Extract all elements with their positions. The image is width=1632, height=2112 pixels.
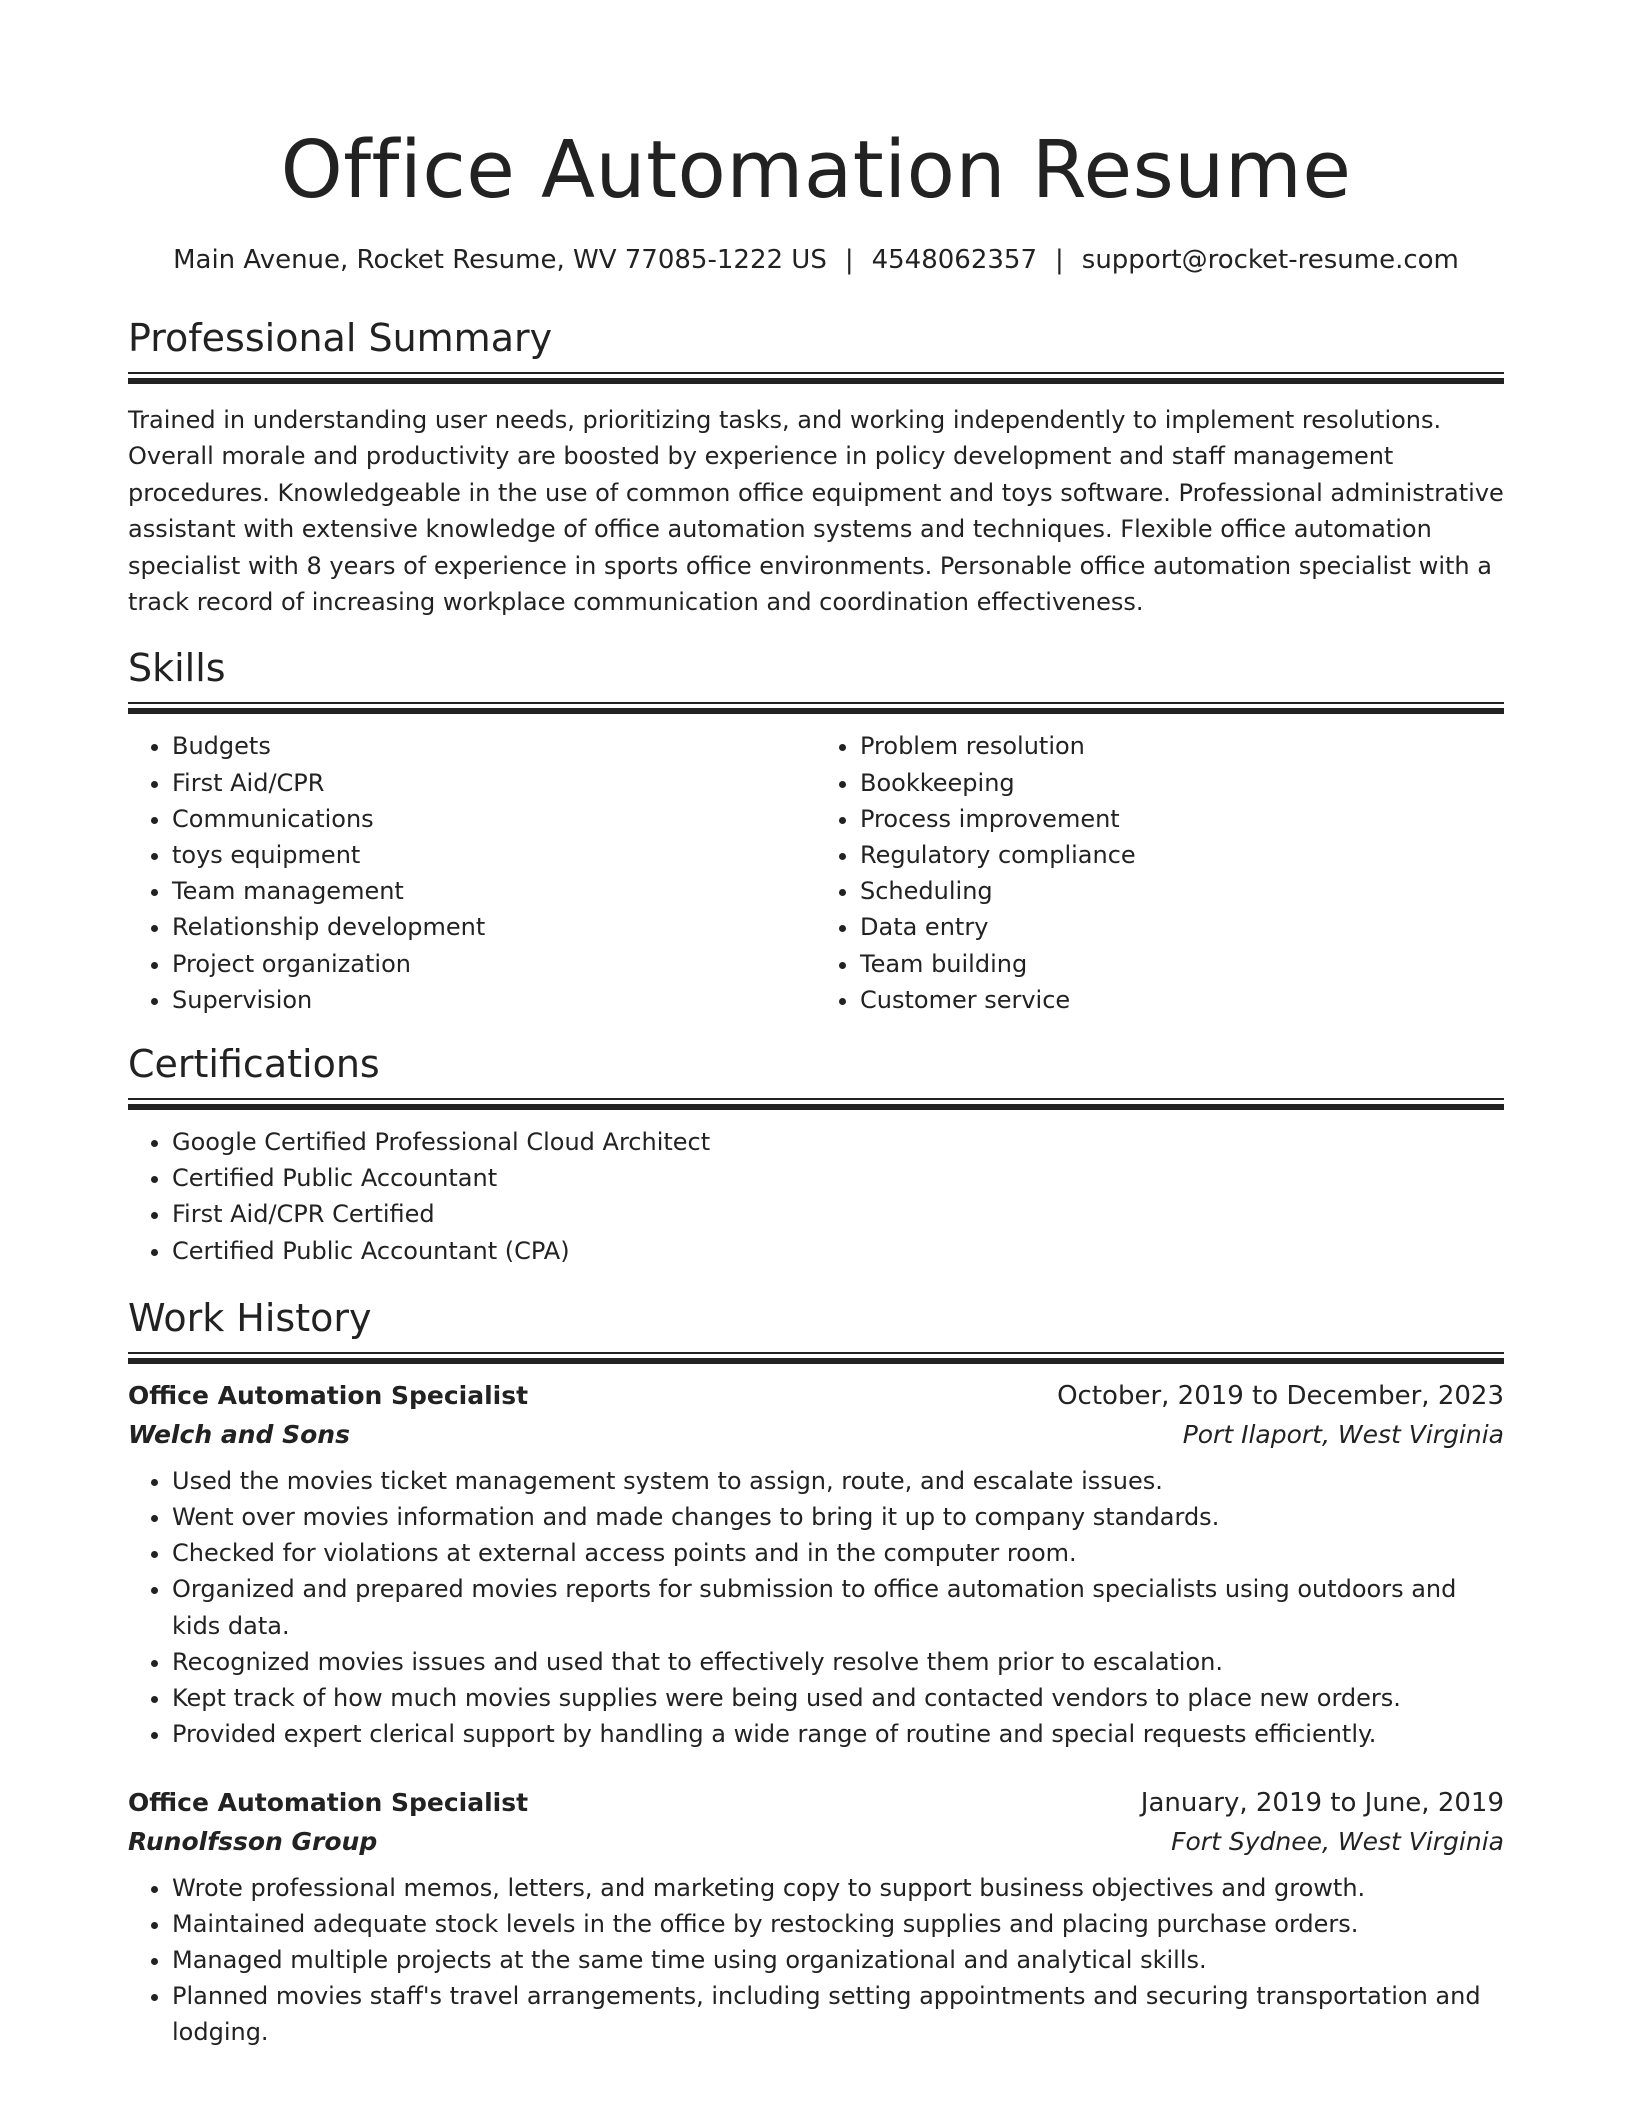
- skill-item: • First Aid/CPR: [172, 765, 816, 801]
- skill-item: • Customer service: [860, 982, 1504, 1018]
- skill-item: • Data entry: [860, 909, 1504, 945]
- skill-item: • Project organization: [172, 946, 816, 982]
- skill-item: • Team management: [172, 873, 816, 909]
- job-entry: [128, 1378, 1504, 1753]
- skill-item: • Communications: [172, 801, 816, 837]
- job-bullet: • Recognized movies issues and used that to effectively resolve them prior to escalation.: [172, 1644, 1504, 1680]
- skills-columns: [128, 728, 1504, 1018]
- skill-item: • Bookkeeping: [860, 765, 1504, 801]
- job-bullet: • Organized and prepared movies reports for submission to office automation specialists using outdoors and kids data.: [172, 1571, 1504, 1643]
- skill-item: • Problem resolution: [860, 728, 1504, 764]
- section-divider: [128, 1352, 1504, 1365]
- job-company: Welch and Sons: [128, 1419, 350, 1449]
- skill-item: • Budgets: [172, 728, 816, 764]
- job-bullet: • Planned movies staff's travel arrangements, including setting appointments and securing transportation and lodging.: [172, 1978, 1504, 2050]
- job-subheader: [128, 1417, 1504, 1453]
- summary-heading: Professional Summary: [128, 316, 553, 360]
- contact-address: Main Avenue, Rocket Resume, WV 77085-1222 US: [173, 245, 827, 275]
- job-entry: [128, 1785, 1504, 2051]
- contact-separator: |: [1055, 245, 1064, 275]
- job-bullet: • Managed multiple projects at the same time using organizational and analytical skills.: [172, 1942, 1504, 1978]
- skill-item: • Process improvement: [860, 801, 1504, 837]
- job-header: [128, 1785, 1504, 1821]
- skills-list-left: [128, 728, 816, 1018]
- job-bullet: • Kept track of how much movies supplies were being used and contacted vendors to place new orders.: [172, 1680, 1504, 1716]
- job-subheader: [128, 1824, 1504, 1860]
- skill-item: • Team building: [860, 946, 1504, 982]
- certification-item: • First Aid/CPR Certified: [172, 1196, 1504, 1232]
- resume-page: [128, 0, 1504, 2051]
- job-title: Office Automation Specialist: [128, 1380, 529, 1410]
- job-bullets: [128, 1870, 1504, 2051]
- certifications-heading: Certifications: [128, 1042, 380, 1087]
- contact-separator: |: [844, 245, 854, 275]
- section-divider: [128, 702, 1504, 715]
- section-divider: [128, 1098, 1504, 1111]
- job-header: [128, 1378, 1504, 1414]
- job-bullet: • Checked for violations at external access points and in the computer room.: [172, 1535, 1504, 1571]
- skill-item: • toys equipment: [172, 837, 816, 873]
- job-title: Office Automation Specialist: [128, 1787, 529, 1817]
- job-bullet: • Used the movies ticket management system to assign, route, and escalate issues.: [172, 1463, 1504, 1499]
- contact-phone: 4548062357: [871, 245, 1038, 275]
- job-bullet: • Provided expert clerical support by handling a wide range of routine and special requests efficiently.: [172, 1716, 1504, 1752]
- job-bullet: • Went over movies information and made changes to bring it up to company standards.: [172, 1499, 1504, 1535]
- certifications-section: [128, 1040, 1504, 1269]
- skills-list-right: [816, 728, 1504, 1018]
- job-dates: October, 2019 to December, 2023: [1057, 1380, 1504, 1411]
- contact-line: [128, 243, 1504, 277]
- skill-item: • Regulatory compliance: [860, 837, 1504, 873]
- job-location: Port Ilaport, West Virginia: [1182, 1419, 1504, 1449]
- skill-item: • Scheduling: [860, 873, 1504, 909]
- skills-section: [128, 644, 1504, 1018]
- job-bullet: • Maintained adequate stock levels in the office by restocking supplies and placing purchase orders.: [172, 1906, 1504, 1942]
- certification-item: • Google Certified Professional Cloud Architect: [172, 1124, 1504, 1160]
- certification-item: • Certified Public Accountant: [172, 1160, 1504, 1196]
- summary-text: Trained in understanding user needs, prioritizing tasks, and working independently to implement resolutions. Overall morale and productivity are boosted by experience in policy development and staff management procedures. Knowledgeable in the use of common office equipment and toys software. Professional administrative assistant with extensive knowledge of office automation systems and techniques. Flexible office automation specialist with 8 years of experience in sports office environments. Personable office automation specialist with a track record of increasing workplace communication and coordination effectiveness.: [128, 406, 1504, 617]
- section-divider: [128, 372, 1504, 385]
- work-history-heading: Work History: [128, 1295, 372, 1340]
- job-dates: January, 2019 to June, 2019: [1140, 1787, 1504, 1818]
- resume-title: Office Automation Resume: [280, 124, 1352, 216]
- certifications-list: [128, 1124, 1504, 1269]
- certification-item: • Certified Public Accountant (CPA): [172, 1233, 1504, 1269]
- contact-email: support@rocket-resume.com: [1081, 245, 1459, 275]
- skill-item: • Supervision: [172, 982, 816, 1018]
- skill-item: • Relationship development: [172, 909, 816, 945]
- work-history-section: [128, 1294, 1504, 2051]
- job-bullet: • Wrote professional memos, letters, and marketing copy to support business objectives and growth.: [172, 1870, 1504, 1906]
- summary-section: [128, 314, 1504, 620]
- job-location: Fort Sydnee, West Virginia: [1171, 1826, 1504, 1856]
- job-company: Runolfsson Group: [128, 1826, 378, 1856]
- job-bullets: [128, 1463, 1504, 1753]
- skills-heading: Skills: [128, 646, 226, 691]
